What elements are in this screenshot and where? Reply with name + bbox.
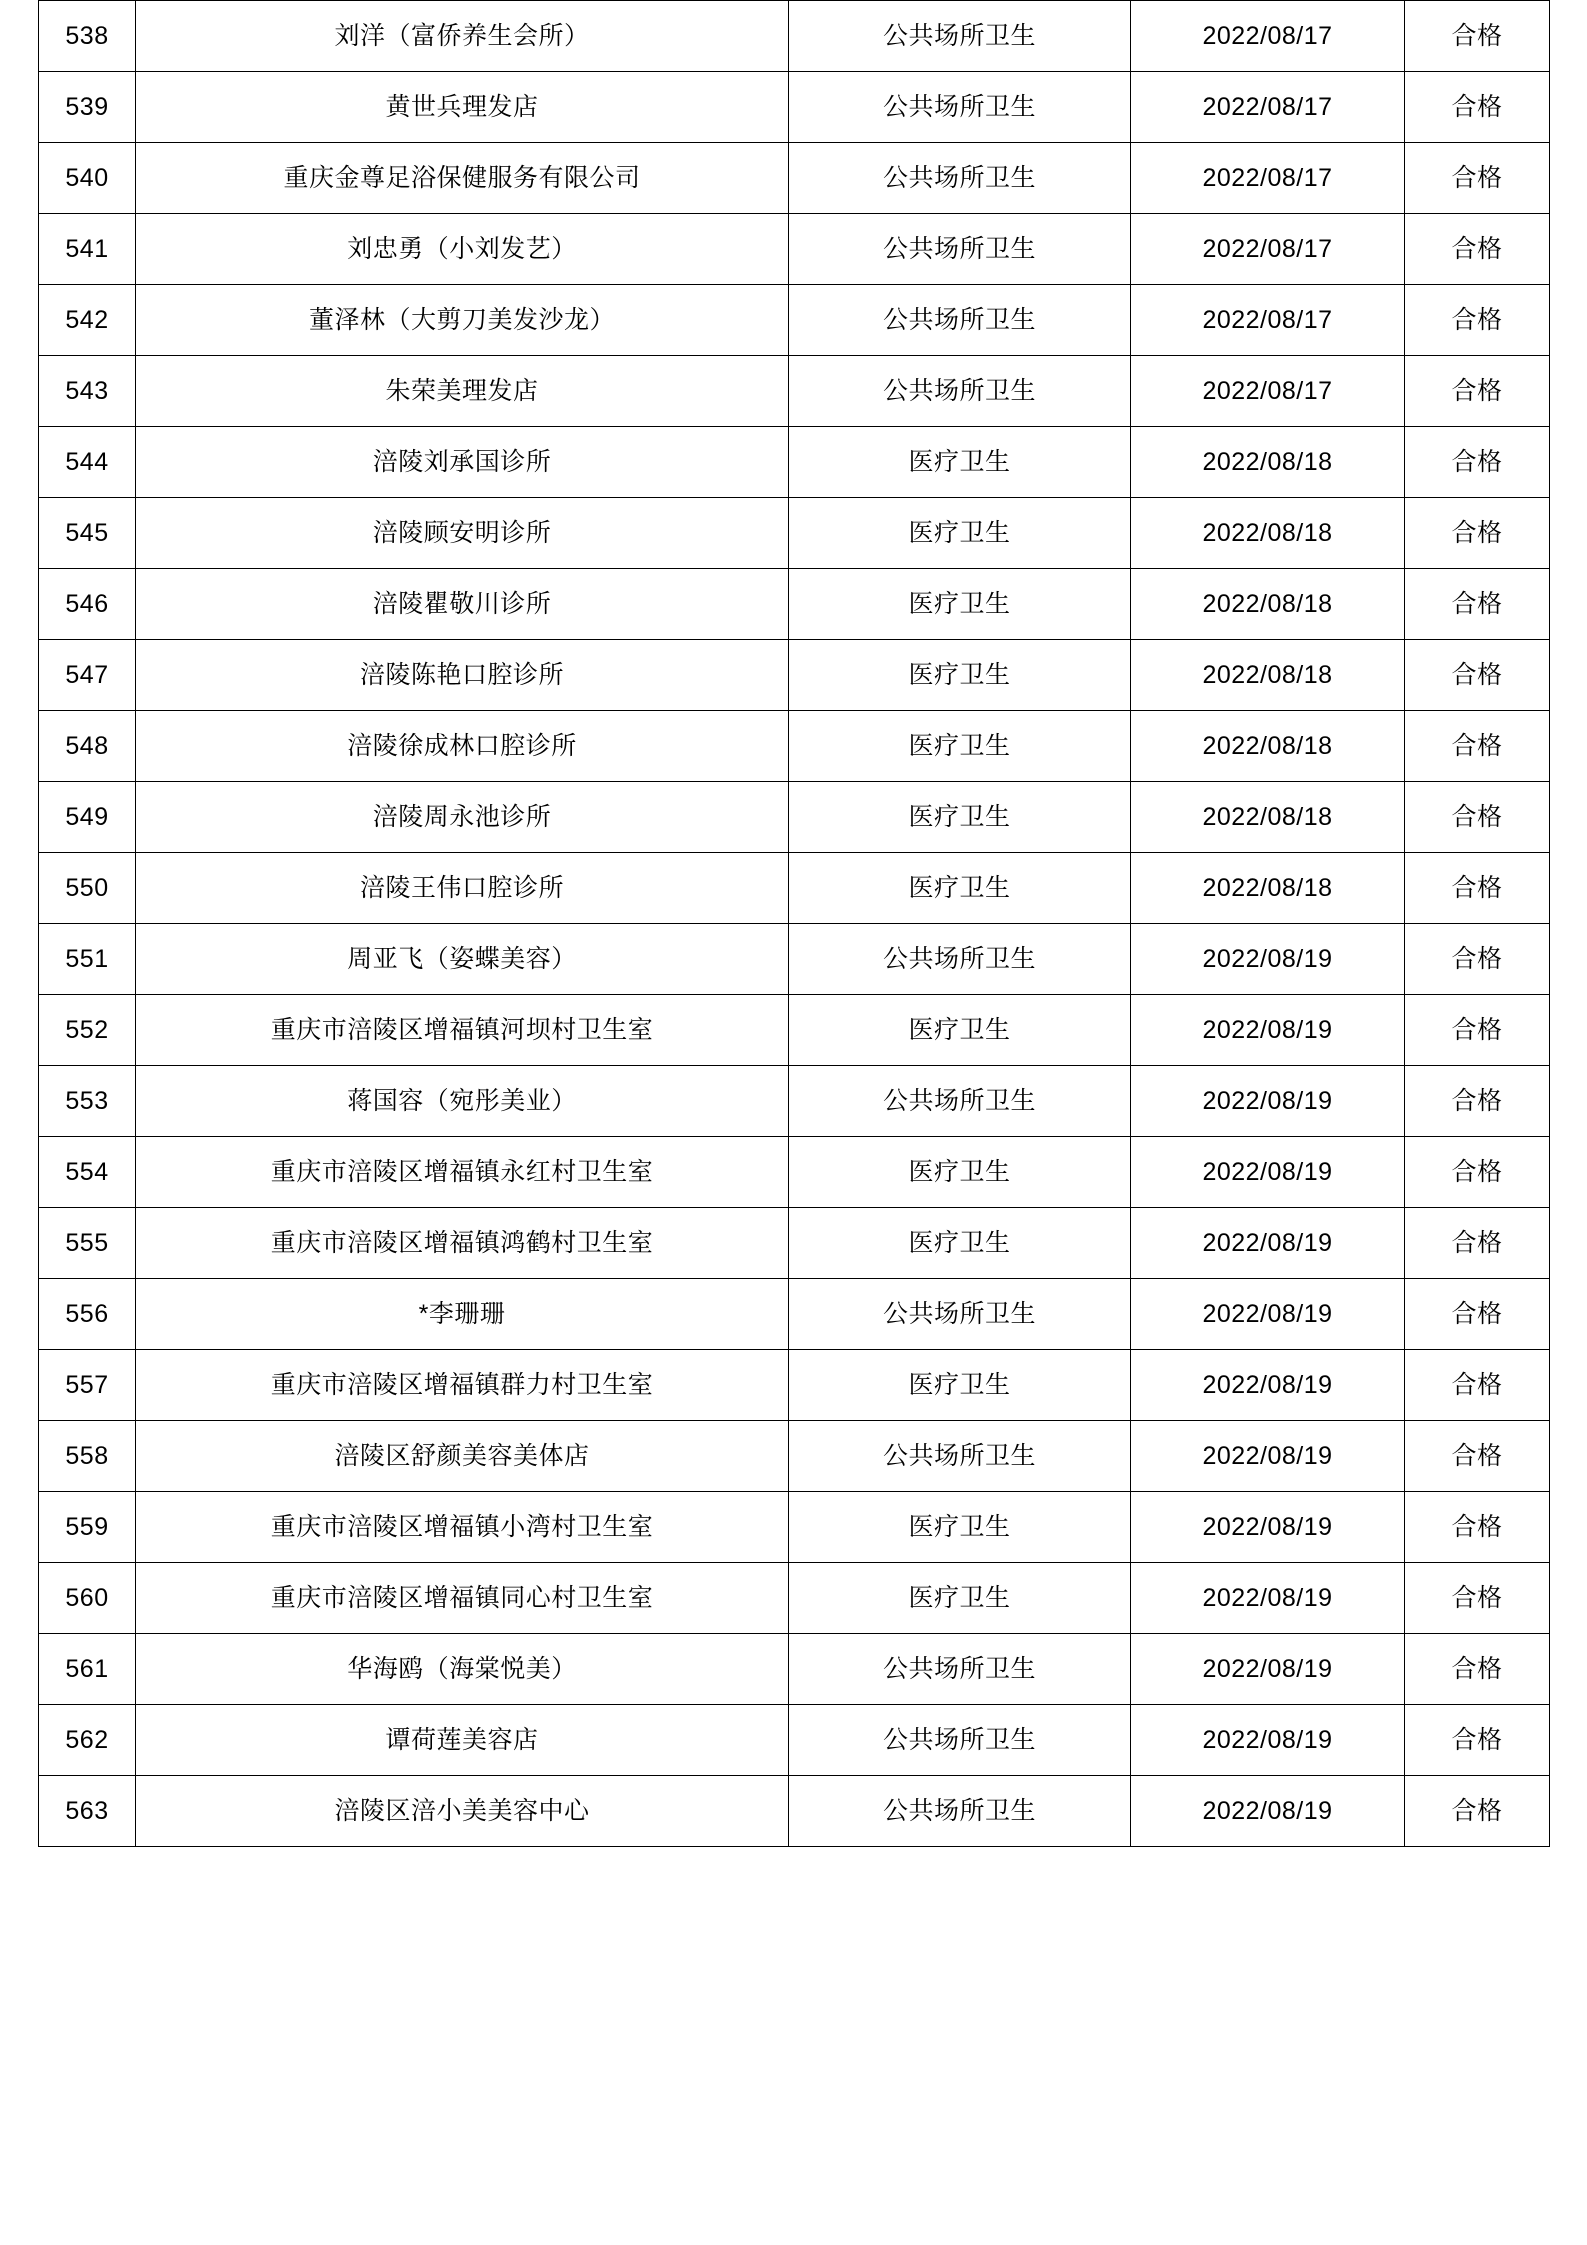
row-index: 553 — [39, 1066, 136, 1137]
inspection-category: 公共场所卫生 — [789, 1421, 1131, 1492]
unit-name: *李珊珊 — [136, 1279, 789, 1350]
unit-name: 涪陵陈艳口腔诊所 — [136, 640, 789, 711]
inspection-result: 合格 — [1405, 1350, 1550, 1421]
unit-name: 重庆市涪陵区增福镇小湾村卫生室 — [136, 1492, 789, 1563]
inspection-date: 2022/08/17 — [1131, 72, 1405, 143]
unit-name: 涪陵区舒颜美容美体店 — [136, 1421, 789, 1492]
inspection-date: 2022/08/18 — [1131, 569, 1405, 640]
row-index: 538 — [39, 1, 136, 72]
table-row — [39, 498, 1550, 569]
unit-name: 黄世兵理发店 — [136, 72, 789, 143]
row-index: 560 — [39, 1563, 136, 1634]
inspection-result: 合格 — [1405, 1492, 1550, 1563]
row-index: 539 — [39, 72, 136, 143]
unit-name: 重庆市涪陵区增福镇永红村卫生室 — [136, 1137, 789, 1208]
table-row — [39, 1563, 1550, 1634]
inspection-category: 公共场所卫生 — [789, 143, 1131, 214]
row-index: 544 — [39, 427, 136, 498]
inspection-date: 2022/08/19 — [1131, 1279, 1405, 1350]
inspection-date: 2022/08/18 — [1131, 711, 1405, 782]
inspection-category: 医疗卫生 — [789, 995, 1131, 1066]
table-row — [39, 711, 1550, 782]
table-row — [39, 1137, 1550, 1208]
inspection-date: 2022/08/18 — [1131, 782, 1405, 853]
inspection-date: 2022/08/19 — [1131, 1066, 1405, 1137]
table-row — [39, 285, 1550, 356]
inspection-category: 医疗卫生 — [789, 1492, 1131, 1563]
row-index: 540 — [39, 143, 136, 214]
unit-name: 涪陵区涪小美美容中心 — [136, 1776, 789, 1847]
unit-name: 重庆市涪陵区增福镇河坝村卫生室 — [136, 995, 789, 1066]
inspection-result: 合格 — [1405, 143, 1550, 214]
inspection-result: 合格 — [1405, 640, 1550, 711]
table-row — [39, 924, 1550, 995]
inspection-date: 2022/08/19 — [1131, 924, 1405, 995]
row-index: 549 — [39, 782, 136, 853]
inspection-category: 公共场所卫生 — [789, 1279, 1131, 1350]
inspection-result: 合格 — [1405, 1776, 1550, 1847]
inspection-date: 2022/08/19 — [1131, 1208, 1405, 1279]
table-row — [39, 782, 1550, 853]
row-index: 557 — [39, 1350, 136, 1421]
unit-name: 重庆市涪陵区增福镇同心村卫生室 — [136, 1563, 789, 1634]
unit-name: 周亚飞（姿蝶美容） — [136, 924, 789, 995]
inspection-category: 公共场所卫生 — [789, 1634, 1131, 1705]
inspection-date: 2022/08/19 — [1131, 1137, 1405, 1208]
row-index: 554 — [39, 1137, 136, 1208]
unit-name: 华海鸥（海棠悦美） — [136, 1634, 789, 1705]
table-row — [39, 1066, 1550, 1137]
inspection-date: 2022/08/17 — [1131, 356, 1405, 427]
table-row — [39, 1492, 1550, 1563]
table-row — [39, 1350, 1550, 1421]
inspection-category: 医疗卫生 — [789, 853, 1131, 924]
inspection-category: 公共场所卫生 — [789, 356, 1131, 427]
row-index: 550 — [39, 853, 136, 924]
inspection-result: 合格 — [1405, 1137, 1550, 1208]
inspection-date: 2022/08/19 — [1131, 995, 1405, 1066]
table-row — [39, 143, 1550, 214]
table-row — [39, 853, 1550, 924]
table-row — [39, 1634, 1550, 1705]
inspection-category: 公共场所卫生 — [789, 1066, 1131, 1137]
inspection-date: 2022/08/19 — [1131, 1705, 1405, 1776]
inspection-category: 医疗卫生 — [789, 1208, 1131, 1279]
row-index: 545 — [39, 498, 136, 569]
table-row — [39, 995, 1550, 1066]
inspection-category: 医疗卫生 — [789, 427, 1131, 498]
unit-name: 重庆金尊足浴保健服务有限公司 — [136, 143, 789, 214]
inspection-result: 合格 — [1405, 1, 1550, 72]
inspection-category: 医疗卫生 — [789, 782, 1131, 853]
inspection-date: 2022/08/19 — [1131, 1492, 1405, 1563]
inspection-category: 公共场所卫生 — [789, 1, 1131, 72]
inspection-result: 合格 — [1405, 356, 1550, 427]
inspection-result: 合格 — [1405, 1208, 1550, 1279]
table-row — [39, 1421, 1550, 1492]
row-index: 552 — [39, 995, 136, 1066]
row-index: 559 — [39, 1492, 136, 1563]
table-row — [39, 356, 1550, 427]
row-index: 543 — [39, 356, 136, 427]
unit-name: 朱荣美理发店 — [136, 356, 789, 427]
inspection-result: 合格 — [1405, 285, 1550, 356]
row-index: 562 — [39, 1705, 136, 1776]
inspection-result: 合格 — [1405, 214, 1550, 285]
inspection-category: 公共场所卫生 — [789, 1705, 1131, 1776]
inspection-date: 2022/08/18 — [1131, 853, 1405, 924]
inspection-category: 医疗卫生 — [789, 498, 1131, 569]
inspection-category: 公共场所卫生 — [789, 285, 1131, 356]
row-index: 548 — [39, 711, 136, 782]
inspection-date: 2022/08/19 — [1131, 1421, 1405, 1492]
table-row — [39, 1705, 1550, 1776]
inspection-date: 2022/08/17 — [1131, 143, 1405, 214]
row-index: 546 — [39, 569, 136, 640]
inspection-result: 合格 — [1405, 853, 1550, 924]
table-row — [39, 427, 1550, 498]
inspection-records-table — [38, 0, 1550, 1847]
row-index: 551 — [39, 924, 136, 995]
inspection-result: 合格 — [1405, 427, 1550, 498]
table-row — [39, 640, 1550, 711]
table-row — [39, 569, 1550, 640]
table-row — [39, 1208, 1550, 1279]
unit-name: 重庆市涪陵区增福镇群力村卫生室 — [136, 1350, 789, 1421]
inspection-category: 医疗卫生 — [789, 1563, 1131, 1634]
inspection-result: 合格 — [1405, 72, 1550, 143]
table-row — [39, 1776, 1550, 1847]
inspection-date: 2022/08/19 — [1131, 1350, 1405, 1421]
unit-name: 刘忠勇（小刘发艺） — [136, 214, 789, 285]
inspection-date: 2022/08/19 — [1131, 1634, 1405, 1705]
inspection-category: 公共场所卫生 — [789, 72, 1131, 143]
inspection-category: 医疗卫生 — [789, 1350, 1131, 1421]
table-body — [39, 1, 1550, 1847]
table-row — [39, 1, 1550, 72]
inspection-date: 2022/08/17 — [1131, 285, 1405, 356]
unit-name: 涪陵周永池诊所 — [136, 782, 789, 853]
inspection-result: 合格 — [1405, 995, 1550, 1066]
row-index: 556 — [39, 1279, 136, 1350]
unit-name: 涪陵徐成林口腔诊所 — [136, 711, 789, 782]
inspection-result: 合格 — [1405, 1066, 1550, 1137]
inspection-result: 合格 — [1405, 569, 1550, 640]
inspection-date: 2022/08/18 — [1131, 427, 1405, 498]
unit-name: 蒋国容（宛彤美业） — [136, 1066, 789, 1137]
unit-name: 谭荷莲美容店 — [136, 1705, 789, 1776]
unit-name: 刘洋（富侨养生会所） — [136, 1, 789, 72]
row-index: 561 — [39, 1634, 136, 1705]
unit-name: 重庆市涪陵区增福镇鸿鹤村卫生室 — [136, 1208, 789, 1279]
table-row — [39, 72, 1550, 143]
inspection-category: 医疗卫生 — [789, 711, 1131, 782]
inspection-date: 2022/08/19 — [1131, 1776, 1405, 1847]
inspection-category: 医疗卫生 — [789, 569, 1131, 640]
unit-name: 董泽林（大剪刀美发沙龙） — [136, 285, 789, 356]
inspection-category: 公共场所卫生 — [789, 924, 1131, 995]
inspection-date: 2022/08/19 — [1131, 1563, 1405, 1634]
row-index: 542 — [39, 285, 136, 356]
inspection-date: 2022/08/17 — [1131, 1, 1405, 72]
inspection-result: 合格 — [1405, 498, 1550, 569]
inspection-result: 合格 — [1405, 1279, 1550, 1350]
unit-name: 涪陵顾安明诊所 — [136, 498, 789, 569]
table-row — [39, 214, 1550, 285]
inspection-date: 2022/08/18 — [1131, 498, 1405, 569]
unit-name: 涪陵刘承国诊所 — [136, 427, 789, 498]
inspection-date: 2022/08/18 — [1131, 640, 1405, 711]
inspection-result: 合格 — [1405, 1421, 1550, 1492]
row-index: 555 — [39, 1208, 136, 1279]
inspection-result: 合格 — [1405, 1563, 1550, 1634]
inspection-category: 公共场所卫生 — [789, 1776, 1131, 1847]
inspection-category: 医疗卫生 — [789, 1137, 1131, 1208]
inspection-result: 合格 — [1405, 924, 1550, 995]
inspection-result: 合格 — [1405, 1634, 1550, 1705]
row-index: 547 — [39, 640, 136, 711]
unit-name: 涪陵王伟口腔诊所 — [136, 853, 789, 924]
unit-name: 涪陵瞿敬川诊所 — [136, 569, 789, 640]
inspection-result: 合格 — [1405, 1705, 1550, 1776]
row-index: 541 — [39, 214, 136, 285]
row-index: 558 — [39, 1421, 136, 1492]
inspection-result: 合格 — [1405, 782, 1550, 853]
row-index: 563 — [39, 1776, 136, 1847]
inspection-category: 公共场所卫生 — [789, 214, 1131, 285]
inspection-date: 2022/08/17 — [1131, 214, 1405, 285]
inspection-result: 合格 — [1405, 711, 1550, 782]
table-row — [39, 1279, 1550, 1350]
inspection-category: 医疗卫生 — [789, 640, 1131, 711]
